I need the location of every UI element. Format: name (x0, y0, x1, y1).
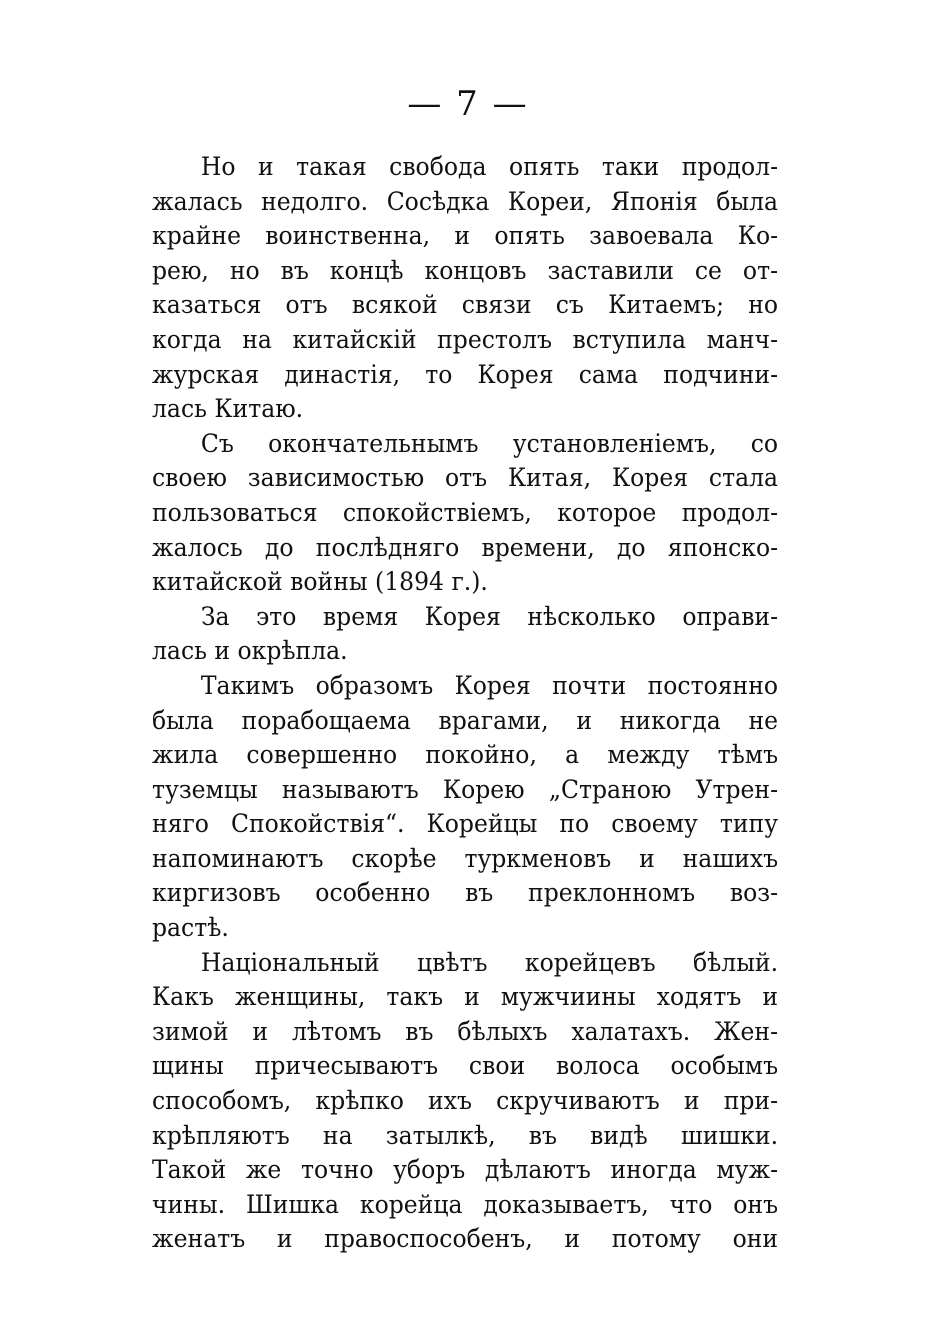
text-line: пользоваться спокойствіемъ, которое продол- (152, 497, 779, 527)
text-line: щины причесываютъ свои волоса особымъ (152, 1051, 779, 1081)
text-line: китайской войны (1894 г.). (152, 567, 488, 597)
text-line: жалась недолго. Сосѣдка Кореи, Японія была (152, 186, 779, 216)
text-line: зимой и лѣтомъ въ бѣлыхъ халатахъ. Жен- (152, 1016, 779, 1046)
text-line: жалось до послѣдняго времени, до японско- (152, 532, 779, 562)
text-line: была порабощаема врагами, и никогда не (152, 705, 779, 735)
text-line: рею, но въ концѣ концовъ заставили се от- (152, 255, 779, 285)
text-line: своею зависимостью отъ Китая, Корея стала (152, 463, 779, 493)
text-line: крайне воинственна, и опять завоевала Ко- (152, 221, 779, 251)
text-line: киргизовъ особенно въ преклонномъ воз- (152, 878, 779, 908)
text-line: няго Спокойствія“. Корейцы по своему типу (152, 809, 779, 839)
text-line: Такой же точно уборъ дѣлаютъ иногда муж- (152, 1155, 779, 1185)
text-line: казаться отъ всякой связи съ Китаемъ; но (152, 290, 779, 320)
text-line: Такимъ образомъ Корея почти постоянно (200, 670, 779, 700)
text-line: Но и такая свобода опять таки продол- (200, 152, 779, 181)
text-line: способомъ, крѣпко ихъ скручиваютъ и при- (152, 1086, 779, 1116)
text-line: растѣ. (152, 913, 229, 943)
text-line: За это время Корея нѣсколько оправи- (200, 601, 779, 631)
text-line: Національный цвѣтъ корейцевъ бѣлый. (200, 947, 779, 977)
text-line: чины. Шишка корейца доказываетъ, что онъ (152, 1189, 779, 1219)
text-line: напоминаютъ скорѣе туркменовъ и нашихъ (152, 843, 779, 873)
text-line: Какъ женщины, такъ и мужчиины ходятъ и (152, 982, 779, 1012)
text-line: крѣпляютъ на затылкѣ, въ видѣ шишки. (152, 1120, 779, 1150)
text-line: жила совершенно покойно, а между тѣмъ (152, 740, 779, 770)
text-line: когда на китайскій престолъ вступила манч- (152, 324, 779, 354)
text-line: женатъ и правоспособенъ, и потому они (152, 1224, 779, 1254)
text-line: журская династія, то Корея сама подчини- (152, 359, 779, 389)
text-line: лась и окрѣпла. (152, 636, 348, 666)
text-line: Съ окончательнымъ установленіемъ, со (200, 428, 779, 458)
text-line: туземцы называютъ Корею „Страною Утрен- (152, 774, 779, 804)
text-line: лась Китаю. (152, 394, 304, 424)
page-number: — 7 — (407, 84, 529, 124)
body-text (152, 150, 778, 1257)
